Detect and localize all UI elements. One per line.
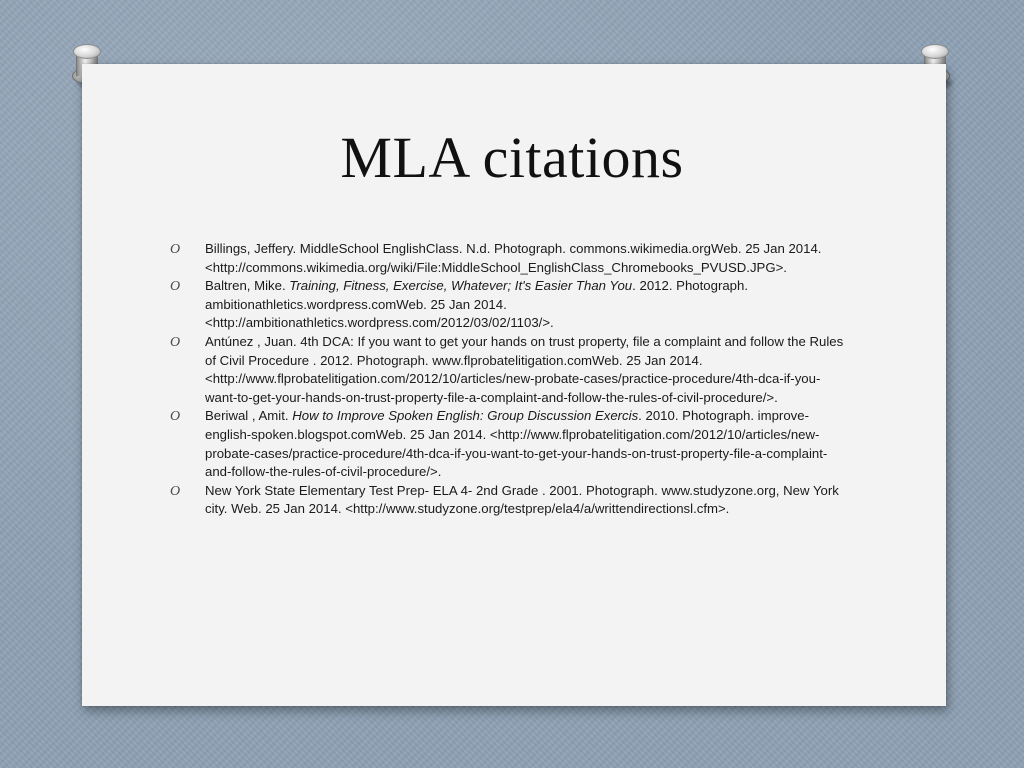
bullet-icon: O bbox=[170, 483, 181, 499]
citation-text: . 2010. Photograph. improve-english-spoken.blogspot.comWeb. 25 Jan 2014. <http://www.flprobatelitigation.com/2012/10/articles/new-probate-cases/practice-procedure/4th-dca-if-you-want-to-get-your-hands-on-trust-property-file-a-complaint-and-follow-the-rules-of-civil-procedure/>. bbox=[205, 408, 828, 480]
bullet-icon: O bbox=[170, 334, 181, 350]
citation-item bbox=[168, 333, 846, 407]
citation-text: Beriwal , Amit. bbox=[205, 408, 293, 424]
bullet-icon: O bbox=[170, 409, 181, 425]
citation-item bbox=[168, 277, 846, 333]
citation-text: Billings, Jeffery. MiddleSchool EnglishClass. N.d. Photograph. commons.wikimedia.orgWeb. 25 Jan 2014. <http://commons.wikimedia.org/wiki/File:MiddleSchool_EnglishClass_Chromebooks_PVUSD.JPG>. bbox=[205, 241, 822, 275]
slide-title: MLA citations bbox=[340, 125, 684, 190]
citation-text: New York State Elementary Test Prep- ELA 4- 2nd Grade . 2001. Photograph. www.studyzone.org, New York city. Web. 25 Jan 2014. <http://www.studyzone.org/testprep/ela4/a/writtendirectionsl.cfm>. bbox=[205, 482, 839, 517]
citation-item bbox=[168, 482, 846, 519]
bullet-icon: O bbox=[170, 242, 181, 257]
citation-list bbox=[168, 240, 846, 519]
citation-text: Antúnez , Juan. 4th DCA: If you want to get your hands on trust property, file a complaint and follow the Rules of Civil Procedure . 2012. Photograph. www.flprobatelitigation.comWeb. 25 Jan 2014. <http://www.flprobatelitigation.com/2012/10/articles/new-probate-cases/practice-procedure/4th-dca-if-you-want-to-get-your-hands-on-trust-property-file-a-complaint-and-follow-the-rules-of-civil-procedure/>. bbox=[205, 333, 844, 405]
citation-title: Training, Fitness, Exercise, Whatever; It's Easier Than You bbox=[289, 278, 633, 294]
citation-text: Baltren, Mike. bbox=[205, 278, 290, 294]
citation-item bbox=[168, 240, 846, 277]
citation-title: How to Improve Spoken English: Group Discussion Exercis bbox=[292, 408, 639, 424]
bullet-icon: O bbox=[170, 279, 181, 295]
citation-text: . 2012. Photograph. ambitionathletics.wordpress.comWeb. 25 Jan 2014. <http://ambitionathletics.wordpress.com/2012/03/02/1103/>. bbox=[205, 278, 749, 331]
citation-item bbox=[168, 407, 846, 481]
